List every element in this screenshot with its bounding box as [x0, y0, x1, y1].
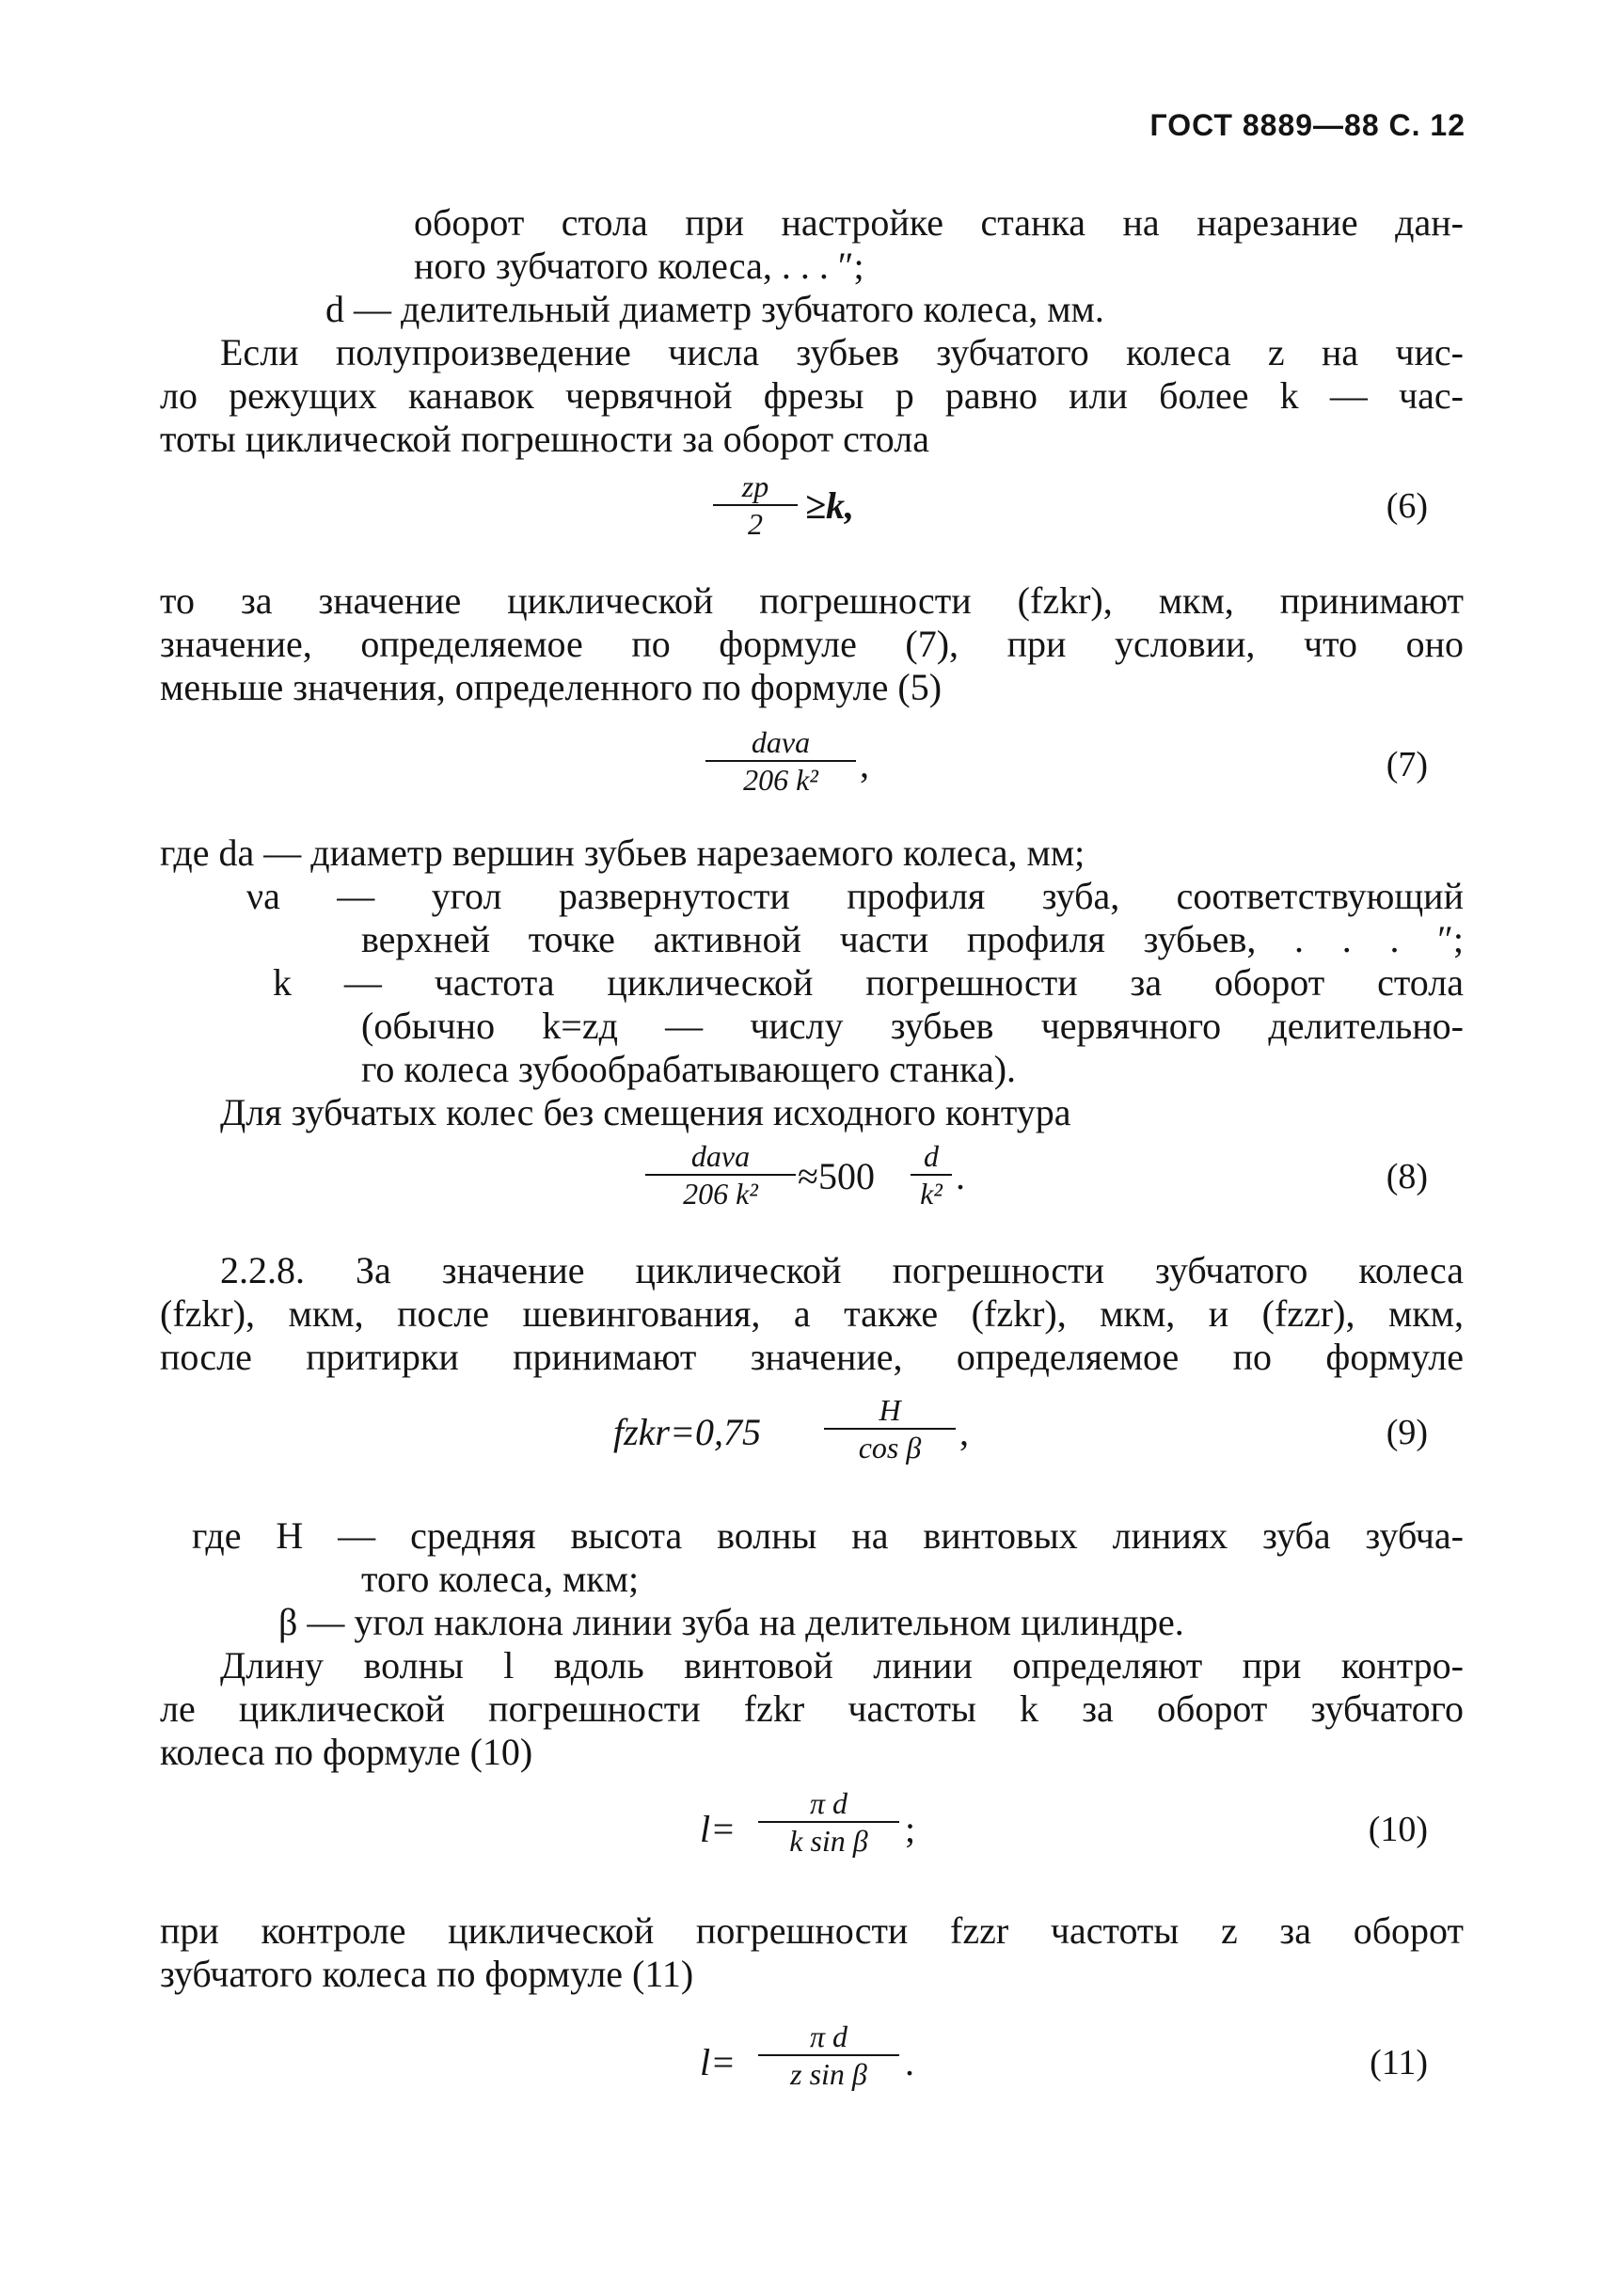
text-line: Для зубчатых колес без смещения исходного контура: [220, 1091, 1071, 1133]
fraction-bar: [824, 1428, 956, 1430]
formula-9-denominator: cos β: [858, 1431, 922, 1465]
fraction-bar: [758, 1821, 899, 1823]
text-line: (обычно k=zд — числу зубьев червячного делительно-: [361, 1005, 1464, 1047]
formula-7-tail: ,: [860, 743, 869, 785]
text-line: d — делительный диаметр зубчатого колеса, мм.: [325, 288, 1104, 330]
formula-7-denominator: 206 k²: [743, 763, 818, 797]
formula-11-lhs: l=: [700, 2041, 737, 2083]
formula-8-denominator: 206 k²: [683, 1177, 758, 1211]
formula-8-denominator-2: k²: [920, 1177, 943, 1211]
formula-11-tail: .: [905, 2041, 914, 2083]
text-line: при контроле циклической погрешности fzzr частоты z за оборот: [160, 1909, 1464, 1952]
formula-10-lhs: l=: [700, 1808, 737, 1850]
fraction-bar: [705, 760, 856, 762]
formula-10-numerator: π d: [809, 1786, 848, 1820]
formula-6-denominator: 2: [748, 507, 763, 541]
text-line: меньше значения, определенного по формуле (5): [160, 666, 943, 708]
fraction-bar: [758, 2054, 899, 2056]
page-header: ГОСТ 8889—88 С. 12: [1149, 108, 1465, 142]
text-line: того колеса, мкм;: [361, 1558, 640, 1600]
text-line: ло режущих канавок червячной фрезы p равно или более k — час-: [160, 374, 1464, 417]
equation-number-11: (11): [1370, 2043, 1428, 2082]
formula-8-middle: ≈500: [798, 1155, 875, 1197]
text-line: оборот стола при настройке станка на нарезание дан-: [414, 201, 1464, 244]
formula-11-numerator: π d: [809, 2019, 848, 2053]
text-line: ле циклической погрешности fzkr частоты k за оборот зубчатого: [160, 1687, 1464, 1730]
formula-7-numerator: daνa: [751, 725, 811, 759]
text-line: (fzkr), мкм, после шевингования, а также (fzkr), мкм, и (fzzr), мкм,: [160, 1292, 1464, 1335]
formula-7-fraction: [705, 726, 856, 796]
fraction-bar: [713, 504, 798, 506]
text-line: верхней точке активной части профиля зубьев, . . . ″;: [361, 918, 1464, 960]
formula-9-lhs: fzkr=0,75: [613, 1411, 761, 1453]
formula-8-numerator-2: d: [924, 1139, 939, 1173]
text-line: тоты циклической погрешности за оборот стола: [160, 418, 929, 460]
equation-number-10: (10): [1368, 1810, 1428, 1849]
text-line: ного зубчатого колеса, . . . ″;: [414, 245, 864, 287]
text-line: где H — средняя высота волны на винтовых линиях зуба зубча-: [192, 1514, 1464, 1557]
formula-9-numerator: H: [879, 1393, 901, 1427]
equation-number-8: (8): [1386, 1157, 1428, 1196]
text-line: k — частота циклической погрешности за оборот стола: [273, 961, 1464, 1004]
text-line: 2.2.8. За значение циклической погрешности зубчатого колеса: [220, 1249, 1464, 1291]
formula-8-fraction-2: [911, 1140, 952, 1210]
formula-10-fraction: [758, 1787, 899, 1857]
text-line: Если полупроизведение числа зубьев зубчатого колеса z на чис-: [220, 331, 1464, 373]
formula-9-fraction: [824, 1394, 956, 1464]
text-line: Длину волны l вдоль винтовой линии определяют при контро-: [220, 1644, 1464, 1686]
formula-8-tail: .: [956, 1155, 965, 1197]
formula-10-tail: ;: [905, 1808, 916, 1850]
formula-11-denominator: z sin β: [790, 2057, 867, 2091]
formula-10-denominator: k sin β: [789, 1824, 868, 1858]
text-line: β — угол наклона линии зуба на делительном цилиндре.: [278, 1601, 1184, 1643]
text-line: значение, определяемое по формуле (7), при условии, что оно: [160, 623, 1464, 665]
text-line: зубчатого колеса по формуле (11): [160, 1953, 694, 1995]
formula-8-numerator: daνa: [690, 1139, 751, 1173]
text-line: где da — диаметр вершин зубьев нарезаемого колеса, мм;: [160, 831, 1085, 874]
fraction-bar: [911, 1174, 952, 1176]
formula-6-numerator: zp: [741, 469, 769, 503]
equation-number-6: (6): [1386, 486, 1428, 526]
text-line: го колеса зубообрабатывающего станка).: [361, 1048, 1017, 1090]
formula-8-fraction-1: [645, 1140, 796, 1210]
fraction-bar: [645, 1174, 796, 1176]
text-line: колеса по формуле (10): [160, 1731, 533, 1773]
equation-number-7: (7): [1386, 745, 1428, 784]
formula-11-fraction: [758, 2020, 899, 2090]
text-line: после притирки принимают значение, определяемое по формуле: [160, 1336, 1464, 1378]
formula-9-tail: ,: [959, 1411, 969, 1453]
formula-6-tail: ≥k,: [805, 484, 854, 527]
text-line: то за значение циклической погрешности (fzkr), мкм, принимают: [160, 579, 1464, 622]
text-line: νa — угол развернутости профиля зуба, соответствующий: [246, 875, 1464, 917]
equation-number-9: (9): [1386, 1413, 1428, 1452]
formula-6-fraction: [713, 470, 798, 540]
